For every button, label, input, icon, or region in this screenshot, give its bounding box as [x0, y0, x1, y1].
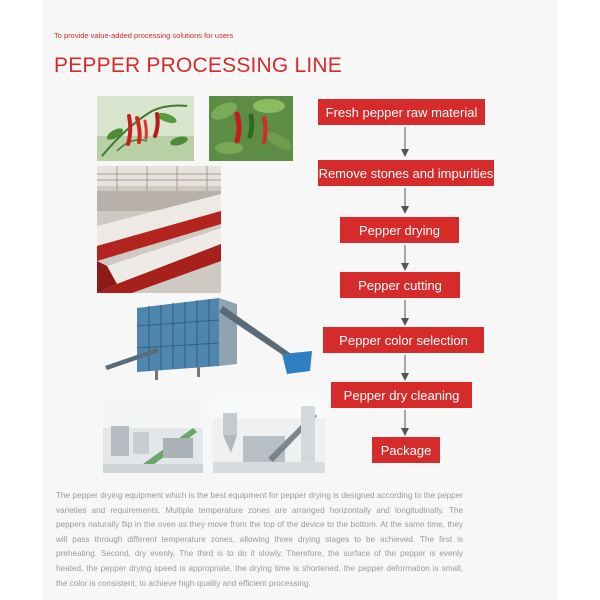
drying-oven-machine-photo — [97, 296, 323, 382]
step-package: Package — [372, 437, 440, 463]
page-title: PEPPER PROCESSING LINE — [54, 54, 342, 77]
step-pepper-drying: Pepper drying — [340, 217, 459, 243]
arrow-down-icon — [400, 245, 410, 271]
red-chili-peppers-photo — [97, 96, 194, 161]
cleaning-line-photo — [103, 398, 203, 473]
step-pepper-cutting: Pepper cutting — [340, 272, 460, 298]
step-fresh-pepper-raw-material: Fresh pepper raw material — [318, 99, 485, 125]
drying-facility-photo — [97, 166, 221, 293]
arrow-down-icon — [400, 410, 410, 436]
step-remove-stones-and-impurities: Remove stones and impurities — [318, 160, 494, 186]
description-paragraph: The pepper drying equipment which is the best equipment for pepper drying is designed according to the pepper varieties and requirements. Multiple temperature zones are arranged horizontally and longitudinally. The peppers naturally flip in the oven as they move from the top of the device to the bottom. At the same time, they will pass through different temperature zones, allowing three drying stages to be achieved. The first is preheating. Second, dry evenly. The third is to do it slowly. Therefore, the surface of the pepper is evenly heated, the pepper drying speed is appropriate, the drying time is shortened, the pepper deformation is small, the color is consistent, to achieve high quality and efficient processing. — [56, 491, 463, 588]
arrow-down-icon — [400, 127, 410, 157]
step-pepper-color-selection: Pepper color selection — [323, 327, 484, 353]
arrow-down-icon — [400, 355, 410, 381]
step-pepper-dry-cleaning: Pepper dry cleaning — [331, 382, 472, 408]
arrow-down-icon — [400, 188, 410, 214]
chili-plant-photo — [209, 96, 293, 161]
arrow-down-icon — [400, 300, 410, 326]
cyclone-cleaning-photo — [213, 398, 325, 473]
tagline: To provide value-added processing solutions for users — [54, 31, 234, 40]
